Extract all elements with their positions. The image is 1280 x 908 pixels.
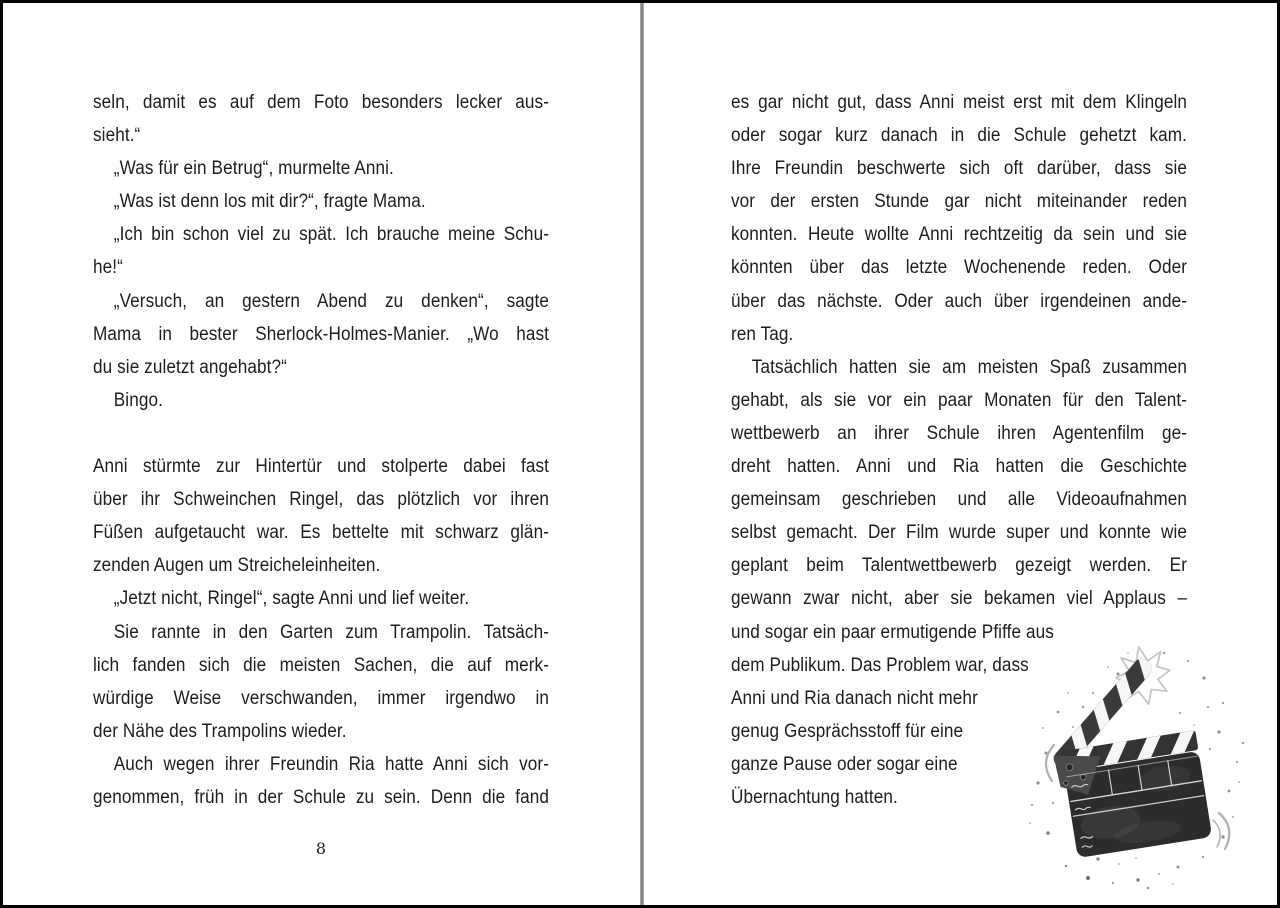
text-line: „Was für ein Betrug“, murmelte Anni. xyxy=(113,158,394,180)
text-line: gehabt, als sie vor ein paar Monaten für den Talent- xyxy=(731,389,1188,411)
text-line: ganze Pause oder sogar eine xyxy=(731,753,958,775)
text-line: zenden Augen um Streicheleinheiten. xyxy=(93,555,381,577)
text-line: seln, damit es auf dem Foto besonders lecker aus- xyxy=(93,92,550,113)
text-line: „Jetzt nicht, Ringel“, sagte Anni und lief weiter. xyxy=(113,588,470,610)
text-line: dem Publikum. Das Problem war, dass xyxy=(731,654,1029,676)
text-line: über das nächste. Oder auch über irgendeinen ande- xyxy=(731,290,1188,312)
text-line: „Versuch, an gestern Abend zu denken“, sagte xyxy=(113,290,550,312)
text-line: du sie zuletzt angehabt?“ xyxy=(93,356,287,378)
text-line: Anni und Ria danach nicht mehr xyxy=(731,687,978,709)
text-line: selbst gemacht. Der Film wurde super und konnte wie xyxy=(731,522,1188,544)
text-line: sieht.“ xyxy=(93,125,141,147)
text-line: Ihre Freundin beschwerte sich oft darüber, dass sie xyxy=(731,158,1188,180)
text-line: wettbewerb an ihrer Schule ihren Agentenfilm ge- xyxy=(731,422,1188,444)
text-line: Bingo. xyxy=(113,389,163,411)
text-line: „Ich bin schon viel zu spät. Ich brauche meine Schu- xyxy=(113,224,550,246)
text-line: Mama in bester Sherlock-Holmes-Manier. „Wo hast xyxy=(93,323,550,345)
text-line: es gar nicht gut, dass Anni meist erst mit dem Klingeln xyxy=(731,92,1188,113)
text-line: lich fanden sich die meisten Sachen, die auf merk- xyxy=(93,654,550,676)
text-line: ren Tag. xyxy=(731,323,794,345)
text-line: gewann zwar nicht, aber sie bekamen viel Applaus – xyxy=(731,588,1188,610)
text-line: Sie rannte in den Garten zum Trampolin. Tatsäch- xyxy=(113,621,550,643)
text-line: Füßen aufgetaucht war. Es bettelte mit schwarz glän- xyxy=(93,522,550,544)
text-line: vor der ersten Stunde gar nicht miteinander reden xyxy=(731,191,1188,213)
text-line: Übernachtung hatten. xyxy=(731,786,898,808)
text-line: Anni stürmte zur Hintertür und stolperte dabei fast xyxy=(93,456,550,478)
text-line: he!“ xyxy=(93,257,123,279)
text-line: Auch wegen ihrer Freundin Ria hatte Anni sich vor- xyxy=(113,753,550,775)
clapperboard-illustration xyxy=(1018,633,1248,893)
text-line: und sogar ein paar ermutigende Pfiffe aus xyxy=(731,621,1054,643)
text-line: „Was ist denn los mit dir?“, fragte Mama. xyxy=(113,191,426,213)
text-line: über ihr Schweinchen Ringel, das plötzlich vor ihren xyxy=(93,489,550,511)
text-line: genug Gesprächsstoff für eine xyxy=(731,720,964,742)
text-line: konnten. Heute wollte Anni rechtzeitig da sein und sie xyxy=(731,224,1188,246)
text-line: könnten über das letzte Wochenende reden. Oder xyxy=(731,257,1188,279)
left-page-text xyxy=(93,86,549,814)
text-line: Tatsächlich hatten sie am meisten Spaß zusammen xyxy=(751,356,1188,378)
text-line: genommen, früh in der Schule zu sein. Denn die fand xyxy=(93,786,550,808)
text-line: der Nähe des Trampolins wieder. xyxy=(93,720,347,742)
text-line: oder sogar kurz danach in die Schule gehetzt kam. xyxy=(731,125,1188,147)
page-number: 8 xyxy=(315,839,327,858)
text-line: geplant beim Talentwettbewerb gezeigt werden. Er xyxy=(731,555,1188,577)
text-line xyxy=(93,417,549,450)
text-line: würdige Weise verschwanden, immer irgendwo in xyxy=(93,687,550,709)
page-gutter-divider xyxy=(640,3,644,905)
text-line: dreht hatten. Anni und Ria hatten die Geschichte xyxy=(731,456,1188,478)
text-line: gemeinsam geschrieben und alle Videoaufnahmen xyxy=(731,489,1188,511)
